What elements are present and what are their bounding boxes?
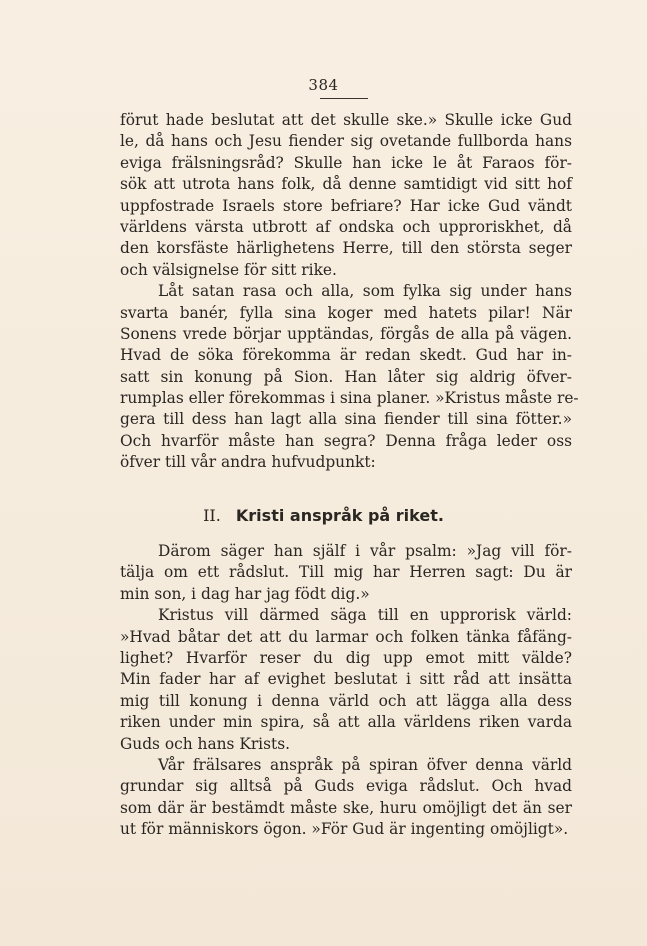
text-line: min son, i dag har jag födt dig.» bbox=[120, 584, 370, 603]
text-line: sök att utrota hans folk, då denne samtidigt vid sitt hof bbox=[120, 175, 572, 194]
text-line: den korsfäste härlighetens Herre, till den största seger bbox=[120, 239, 572, 258]
body-text-after-heading bbox=[120, 541, 572, 840]
text-line: grundar sig alltså på Guds eviga rådslut. Och hvad bbox=[120, 777, 572, 796]
text-line: Guds och hans Krists. bbox=[120, 734, 290, 753]
text-line: satt sin konung på Sion. Han låter sig aldrig öfver- bbox=[120, 367, 572, 386]
section-heading bbox=[0, 506, 647, 525]
text-line: öfver till vår andra hufvudpunkt: bbox=[120, 453, 376, 472]
text-line: lighet? Hvarför reser du dig upp emot mitt välde? bbox=[120, 648, 572, 667]
text-line: rumplas eller förekommas i sina planer. »Kristus måste re- bbox=[120, 389, 579, 408]
text-line: världens värsta utbrott af ondska och upproriskhet, då bbox=[120, 217, 572, 236]
text-line: Och hvarför måste han segra? Denna fråga leder oss bbox=[120, 431, 572, 450]
text-line: förut hade beslutat att det skulle ske.» Skulle icke Gud bbox=[120, 111, 572, 129]
text-line: »Hvad båtar det att du larmar och folken tänka fåfäng- bbox=[120, 627, 572, 646]
section-number: II. bbox=[203, 506, 221, 525]
text-line: svarta banér, fylla sina koger med hatets pilar! När bbox=[120, 303, 572, 322]
text-line: Hvad de söka förekomma är redan skedt. Gud har in- bbox=[120, 346, 572, 365]
text-line: gera till dess han lagt alla sina fiender till sina fötter.» bbox=[120, 410, 572, 429]
text-line: le, då hans och Jesu fiender sig ovetande fullborda hans bbox=[120, 132, 572, 151]
text-line: som där är bestämdt måste ske, huru omöjligt det än ser bbox=[120, 798, 572, 817]
text-line: tälja om ett rådslut. Till mig har Herren sagt: Du är bbox=[120, 563, 572, 582]
text-line: Kristus vill därmed säga till en upprorisk värld: bbox=[158, 606, 572, 625]
page-number: 384 bbox=[308, 76, 339, 94]
text-line: Vår frälsares anspråk på spiran öfver denna värld bbox=[158, 755, 572, 774]
body-text-before-heading bbox=[120, 110, 579, 474]
text-line: mig till konung i denna värld och att lägga alla dess bbox=[120, 691, 572, 710]
text-line: Därom säger han själf i vår psalm: »Jag vill för- bbox=[158, 542, 572, 560]
text-line: uppfostrade Israels store befriare? Har icke Gud vändt bbox=[120, 196, 572, 215]
text-line: och välsignelse för sitt rike. bbox=[120, 260, 337, 279]
text-line: ut för människors ögon. »För Gud är ingenting omöjligt». bbox=[120, 820, 569, 839]
page-number-rule bbox=[320, 98, 368, 99]
section-title: Kristi anspråk på riket. bbox=[235, 506, 444, 525]
text-line: eviga frälsningsråd? Skulle han icke le åt Faraos för- bbox=[120, 153, 572, 172]
text-line: riken under min spira, så att alla världens riken varda bbox=[120, 713, 572, 732]
text-line: Låt satan rasa och alla, som fylka sig under hans bbox=[158, 282, 572, 301]
text-line: Sonens vrede börjar upptändas, förgås de alla på vägen. bbox=[120, 324, 572, 343]
text-line: Min fader har af evighet beslutat i sitt råd att insätta bbox=[120, 670, 572, 689]
